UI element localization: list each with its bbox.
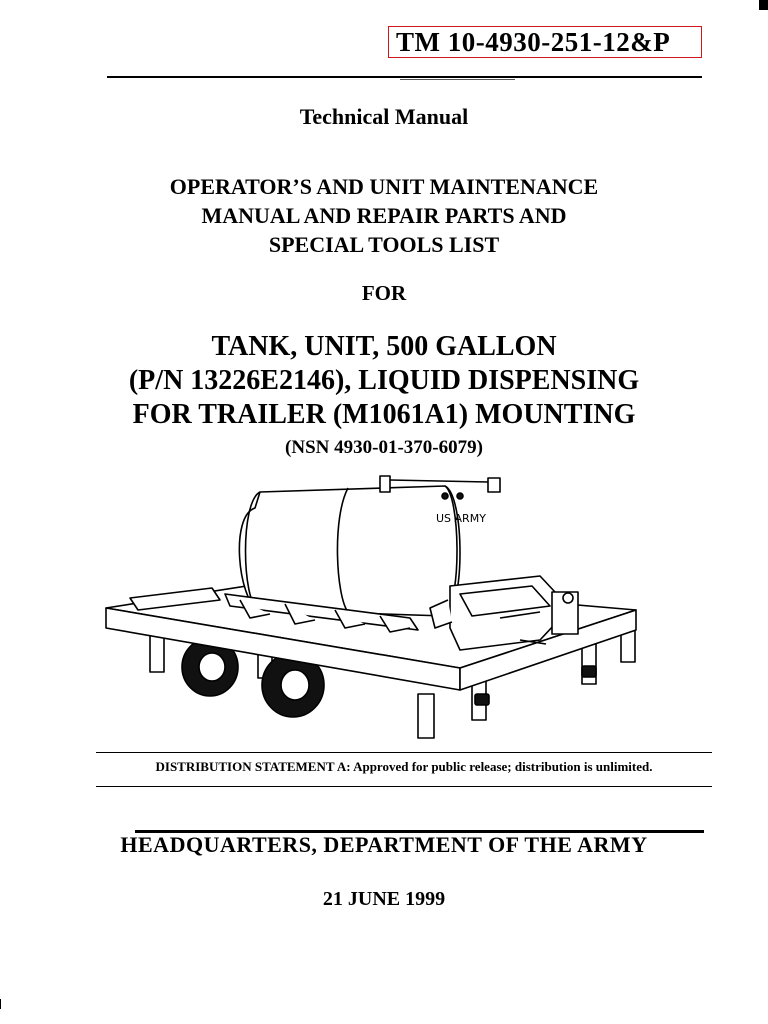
- nsn-line: (NSN 4930-01-370-6079): [285, 437, 483, 458]
- distribution-rule-bottom: [96, 786, 712, 787]
- header-rule: [107, 76, 702, 78]
- equipment-title-line-2: (P/N 13226E2146), LIQUID DISPENSING: [128, 365, 640, 396]
- tm-number-box: TM 10-4930-251-12&P: [388, 26, 702, 58]
- header-rule-shadow: [400, 79, 515, 80]
- tank-trailer-illustration: [100, 468, 660, 746]
- equipment-title: [0, 330, 768, 432]
- manual-title-line-3: SPECIAL TOOLS LIST: [268, 232, 500, 257]
- corner-crop-mark: [759, 0, 768, 10]
- equipment-title-line-1: TANK, UNIT, 500 GALLON: [211, 331, 557, 362]
- equipment-title-line-3: FOR TRAILER (M1061A1) MOUNTING: [132, 399, 636, 430]
- for-label: FOR: [361, 281, 407, 305]
- manual-title-line-1: OPERATOR’S AND UNIT MAINTENANCE: [169, 174, 599, 199]
- tank-marking-label: US ARMY: [436, 512, 486, 525]
- distribution-rule-top: [96, 752, 712, 753]
- manual-title: [0, 172, 768, 259]
- margin-mark: [0, 999, 1, 1009]
- publication-date: 21 JUNE 1999: [322, 888, 446, 910]
- distribution-statement: DISTRIBUTION STATEMENT A: Approved for public release; distribution is unlimited.: [155, 759, 653, 774]
- issuing-authority: HEADQUARTERS, DEPARTMENT OF THE ARMY: [120, 832, 648, 857]
- document-type: Technical Manual: [299, 104, 469, 129]
- manual-title-line-2: MANUAL AND REPAIR PARTS AND: [201, 203, 567, 228]
